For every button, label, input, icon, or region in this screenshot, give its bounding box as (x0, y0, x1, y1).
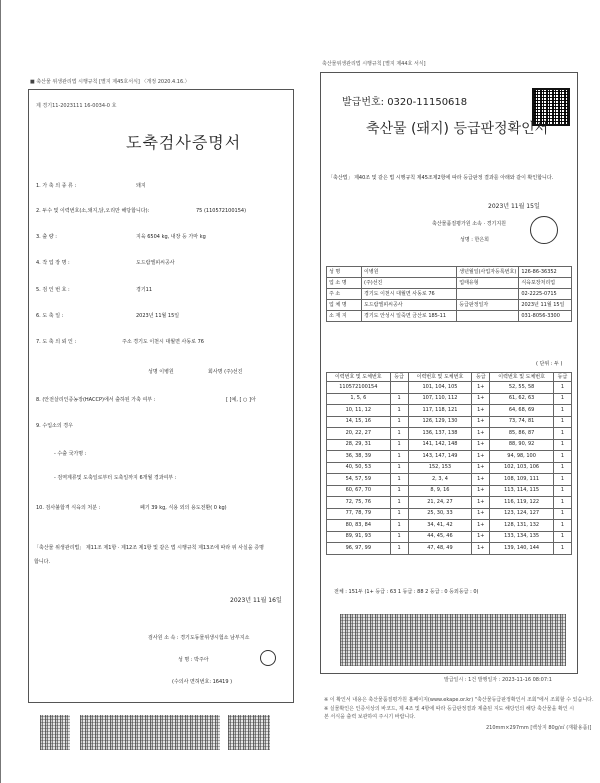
grade-header-cell: 등급 (390, 373, 408, 382)
grade-row (327, 520, 572, 532)
grade-cell: 1 (553, 416, 571, 428)
info-cell: 업 체 명 (327, 300, 362, 311)
statement-line-2: 합니다. (34, 559, 51, 565)
grade-cell: 141, 142, 148 (408, 439, 472, 451)
grade-cell: 1 (553, 382, 571, 394)
info-cell: 등급판정일자 (457, 300, 519, 311)
footnote-1: ※ 이 확인서 내용은 축산물품질평가원 홈페이지(www.ekape.or.kr) "축산물등급판정확인서 조회"에서 조회할 수 있습니다. (324, 697, 594, 703)
grade-cell: 1+ (472, 451, 490, 463)
form-note: ■ 축산물 위생관리법 시행규칙 [별지 제45호서식] 〈개정 2020.4.16.〉 (30, 79, 190, 85)
grade-row (327, 462, 572, 474)
masked-area (340, 614, 566, 666)
grade-cell: 117, 118, 121 (408, 405, 472, 417)
grade-row (327, 508, 572, 520)
grade-cell: 1+ (472, 485, 490, 497)
grade-cell: 47, 48, 49 (408, 543, 472, 555)
info-cell: 경기도 안성시 일죽면 금산로 185-11 (362, 311, 457, 322)
unit-label: ( 단위 : 두 ) (536, 361, 563, 367)
grade-cell: 1 (553, 520, 571, 532)
grading-date: 2023년 11월 15일 (488, 203, 540, 210)
row-label: 7. 도 축 의 뢰 인 : (36, 339, 77, 345)
requester-name: 성명 이병원 (148, 369, 174, 375)
grade-cell: 108, 109, 111 (490, 474, 554, 486)
grade-cell: 1+ (472, 405, 490, 417)
inspector-name: 성 명 : 박주아 (178, 657, 209, 663)
grade-cell: 1 (390, 474, 408, 486)
grade-cell: 77, 78, 79 (327, 508, 391, 520)
row-label: 5. 검 인 번 호 : (36, 287, 70, 293)
grade-cell: 1+ (472, 520, 490, 532)
row-label: 4. 작 업 장 명 : (36, 260, 70, 266)
grade-cell: 123, 124, 127 (490, 508, 554, 520)
paper-note: 210mm×297mm [백상지 80g/㎡ (재활용품)] (486, 725, 592, 731)
grade-cell: 1+ (472, 508, 490, 520)
row-label: 2. 두수 및 이력번호(소,돼지,닭,오리만 해당합니다): (36, 208, 150, 214)
summary-line: 전체 : 151두 (1+ 등급 : 63 1 등급 : 88 2 등급 : 0 등외등급 : 0) (334, 589, 479, 595)
info-table (326, 266, 572, 322)
grade-cell: 1 (553, 497, 571, 509)
grade-cell: 143, 147, 149 (408, 451, 472, 463)
grade-row (327, 543, 572, 555)
info-cell: 126-86-36352 (519, 267, 572, 278)
grade-cell: 1+ (472, 543, 490, 555)
grade-row (327, 531, 572, 543)
grade-cell: 72, 75, 76 (327, 497, 391, 509)
grade-cell: 28, 29, 31 (327, 439, 391, 451)
grade-header-cell: 등급 (472, 373, 490, 382)
scan-artifact (80, 715, 220, 750)
grade-header-cell: 이력번호 및 도체번호 (327, 373, 391, 382)
inspector-seal (260, 650, 276, 666)
grade-cell: 89, 91, 93 (327, 531, 391, 543)
inspector-org: 검사원 소 속 : 경기도동물위생시험소 남부지소 (148, 635, 250, 641)
row-value: 지육 6504 kg, 내장 등 가마 kg (136, 234, 206, 240)
grade-cell: 116, 119, 122 (490, 497, 554, 509)
grading-certificate (320, 61, 594, 731)
info-cell: 2023년 11월 15일 (519, 300, 572, 311)
grade-row (327, 439, 572, 451)
grade-row (327, 416, 572, 428)
row-value: 돼지 (136, 183, 146, 189)
grade-cell: 96, 97, 99 (327, 543, 391, 555)
grade-cell: 1+ (472, 439, 490, 451)
grade-table (326, 372, 572, 555)
grade-cell: 1 (553, 428, 571, 440)
grade-cell: 1 (553, 543, 571, 555)
grade-cell: 1 (390, 531, 408, 543)
haccp-value: [ ]예, [ ○ ]아 (226, 397, 256, 403)
grade-cell: 1+ (472, 416, 490, 428)
grade-cell (390, 382, 408, 394)
grade-cell: 94, 98, 100 (490, 451, 554, 463)
haccp-label: 8. (안전살리인증농장(HACCP)에서 출하된 가축 여부 : (36, 397, 156, 403)
grade-cell: 1 (390, 497, 408, 509)
grade-cell: 1+ (472, 382, 490, 394)
grade-cell: 1 (553, 462, 571, 474)
grade-cell: 64, 68, 69 (490, 405, 554, 417)
grade-cell: 110572100154 (327, 382, 391, 394)
grade-cell: 1 (553, 531, 571, 543)
info-cell: 도드람엘피씨공사 (362, 300, 457, 311)
grade-cell: 20, 22, 27 (327, 428, 391, 440)
grade-cell: 152, 153 (408, 462, 472, 474)
grade-cell: 1 (553, 393, 571, 405)
grade-header-cell: 이력번호 및 도체번호 (408, 373, 472, 382)
grade-cell: 1+ (472, 531, 490, 543)
form-note: 축산물위생관리법 시행규칙 [별지 제44호 서식] (322, 61, 426, 67)
scan-artifact (228, 715, 270, 750)
grade-cell: 36, 38, 39 (327, 451, 391, 463)
grade-cell: 40, 50, 53 (327, 462, 391, 474)
info-cell: 이병원 (362, 267, 457, 278)
info-cell: 02-2225-0715 (519, 289, 572, 300)
grade-cell: 1 (390, 416, 408, 428)
grade-cell: 60, 67, 70 (327, 485, 391, 497)
grade-cell: 73, 74, 81 (490, 416, 554, 428)
info-cell: 031-8056-3300 (519, 311, 572, 322)
grade-cell: 1 (390, 439, 408, 451)
issue-date: 2023년 11월 16일 (230, 597, 282, 604)
row-value: 경기11 (136, 287, 153, 293)
grade-cell: 1 (390, 485, 408, 497)
certificate-title: 도축검사증명서 (126, 133, 242, 152)
grade-cell: 34, 41, 42 (408, 520, 472, 532)
issue-datetime: 발급일시 : 1건 발행일자 : 2023-11-16 08:07:1 (444, 677, 552, 683)
scan-edge (0, 0, 1, 783)
grade-cell: 14, 15, 16 (327, 416, 391, 428)
info-cell: 성 명 (327, 267, 362, 278)
grade-header-row (327, 373, 572, 382)
disposal-value: 폐기 39 kg, 식용 외의 용도전환( 0 kg) (140, 505, 227, 511)
document-number: 제 경기11-2023111 16-0034-0 호 (36, 103, 117, 109)
info-cell: 소 재 지 (327, 311, 362, 322)
import-period: - 검역계류및 도축일로부터 도축일까지 6개월 경과여부 : (54, 475, 177, 481)
row-label: 6. 도 축 일 : (36, 313, 64, 319)
grade-cell: 136, 137, 138 (408, 428, 472, 440)
grade-cell: 1 (390, 508, 408, 520)
grade-cell: 2, 3, 4 (408, 474, 472, 486)
info-cell: 생년월일(사업자등록번호) (457, 267, 519, 278)
grade-row (327, 451, 572, 463)
license-number: (수의사 면허번호: 16419 ) (172, 679, 233, 685)
grade-cell: 1, 5, 6 (327, 393, 391, 405)
grade-cell: 1 (553, 439, 571, 451)
row-value: 2023년 11월 15일 (136, 313, 180, 319)
slaughter-inspection-certificate (28, 80, 296, 700)
info-row (327, 311, 572, 322)
info-cell: 업태유형 (457, 278, 519, 289)
grade-cell: 85, 86, 87 (490, 428, 554, 440)
grade-cell: 126, 129, 130 (408, 416, 472, 428)
notice: 「축산법」 제40조 및 같은 법 시행규칙 제45조제2항에 따라 등급판정 결과를 아래와 같이 확인합니다. (328, 175, 554, 181)
grade-cell: 61, 62, 63 (490, 393, 554, 405)
grade-cell: 1 (553, 508, 571, 520)
grade-cell: 1 (390, 462, 408, 474)
grade-cell: 1 (553, 405, 571, 417)
grade-cell: 1 (390, 543, 408, 555)
grade-cell: 1 (390, 428, 408, 440)
footnote-2: ※ 실물확인은 인증서상의 바코드, 제 4조 및 4항에 따라 등급판정결과 제출된 지도 해당인의 해당 축산물을 확인 시 (324, 706, 575, 712)
grade-row (327, 405, 572, 417)
grade-row (327, 497, 572, 509)
import-country: - 수출 국가명 : (54, 451, 87, 457)
scan-artifact (40, 715, 70, 750)
grade-cell: 1+ (472, 462, 490, 474)
grade-cell: 101, 104, 105 (408, 382, 472, 394)
info-cell: (주)선진 (362, 278, 457, 289)
grade-row (327, 393, 572, 405)
grade-cell: 1+ (472, 428, 490, 440)
official-seal (530, 216, 558, 244)
grade-cell: 1+ (472, 497, 490, 509)
grade-cell: 44, 45, 46 (408, 531, 472, 543)
info-row (327, 300, 572, 311)
grade-row (327, 474, 572, 486)
grade-cell: 133, 134, 135 (490, 531, 554, 543)
issuer-org: 축산물품질평가원 소속 · 경기지원 (432, 221, 506, 227)
grade-cell: 80, 83, 84 (327, 520, 391, 532)
grade-cell: 102, 103, 106 (490, 462, 554, 474)
grade-cell: 1+ (472, 474, 490, 486)
grade-cell: 1 (390, 520, 408, 532)
issuer-name: 성명 : 한은희 (460, 237, 490, 243)
grade-cell: 107, 110, 112 (408, 393, 472, 405)
issue-number: 발급번호: 0320-11150618 (342, 97, 468, 108)
grade-cell: 128, 131, 132 (490, 520, 554, 532)
grade-cell: 1 (553, 451, 571, 463)
grade-header-cell: 이력번호 및 도체번호 (490, 373, 554, 382)
footnote-3: 본 서식을 출력 보관하여 주시기 바랍니다. (324, 714, 416, 720)
grade-cell: 1 (390, 393, 408, 405)
info-row (327, 267, 572, 278)
info-row (327, 289, 572, 300)
info-cell: 경기도 이천시 대월면 사동로 76 (362, 289, 457, 300)
grade-row (327, 382, 572, 394)
grade-cell: 88, 90, 92 (490, 439, 554, 451)
certificate-title: 축산물 (돼지) 등급판정확인서 (366, 121, 549, 137)
grade-cell: 139, 140, 144 (490, 543, 554, 555)
statement-line-1: 「축산물 위생관리법」 제11조 제1항 · 제12조 제1항 및 같은 법 시행규칙 제13조에 따라 위 사실을 증명 (34, 545, 264, 551)
grade-cell: 54, 57, 59 (327, 474, 391, 486)
grade-cell: 8, 9, 16 (408, 485, 472, 497)
row-label: 1. 가 축 의 종 류 : (36, 183, 77, 189)
grade-cell: 1+ (472, 393, 490, 405)
info-cell: 업 소 명 (327, 278, 362, 289)
grade-row (327, 428, 572, 440)
import-label: 9. 수입소의 경우 (36, 423, 73, 429)
grade-cell: 1 (553, 485, 571, 497)
row-value: 75 (110572100154) (196, 208, 247, 214)
info-cell (457, 311, 519, 322)
info-row (327, 278, 572, 289)
info-cell (457, 289, 519, 300)
grade-header-cell: 등급 (553, 373, 571, 382)
info-cell: 식육포장처리업 (519, 278, 572, 289)
grade-cell: 52, 55, 58 (490, 382, 554, 394)
certificate-frame (28, 89, 294, 703)
row-value: 주소 경기도 이천시 대월면 사동로 76 (122, 339, 204, 345)
grade-cell: 1 (553, 474, 571, 486)
disposal-label: 10. 검사불합격 식육의 처분 : (36, 505, 101, 511)
grade-row (327, 485, 572, 497)
grade-cell: 25, 30, 33 (408, 508, 472, 520)
grade-cell: 1 (390, 451, 408, 463)
row-value: 도드람엘피씨공사 (136, 260, 175, 266)
info-cell: 주 소 (327, 289, 362, 300)
requester-company: 회사명 (주)선진 (208, 369, 243, 375)
grade-cell: 21, 24, 27 (408, 497, 472, 509)
grade-cell: 1 (390, 405, 408, 417)
grade-cell: 10, 11, 12 (327, 405, 391, 417)
row-label: 3. 출 량 : (36, 234, 57, 240)
grade-cell: 113, 114, 115 (490, 485, 554, 497)
